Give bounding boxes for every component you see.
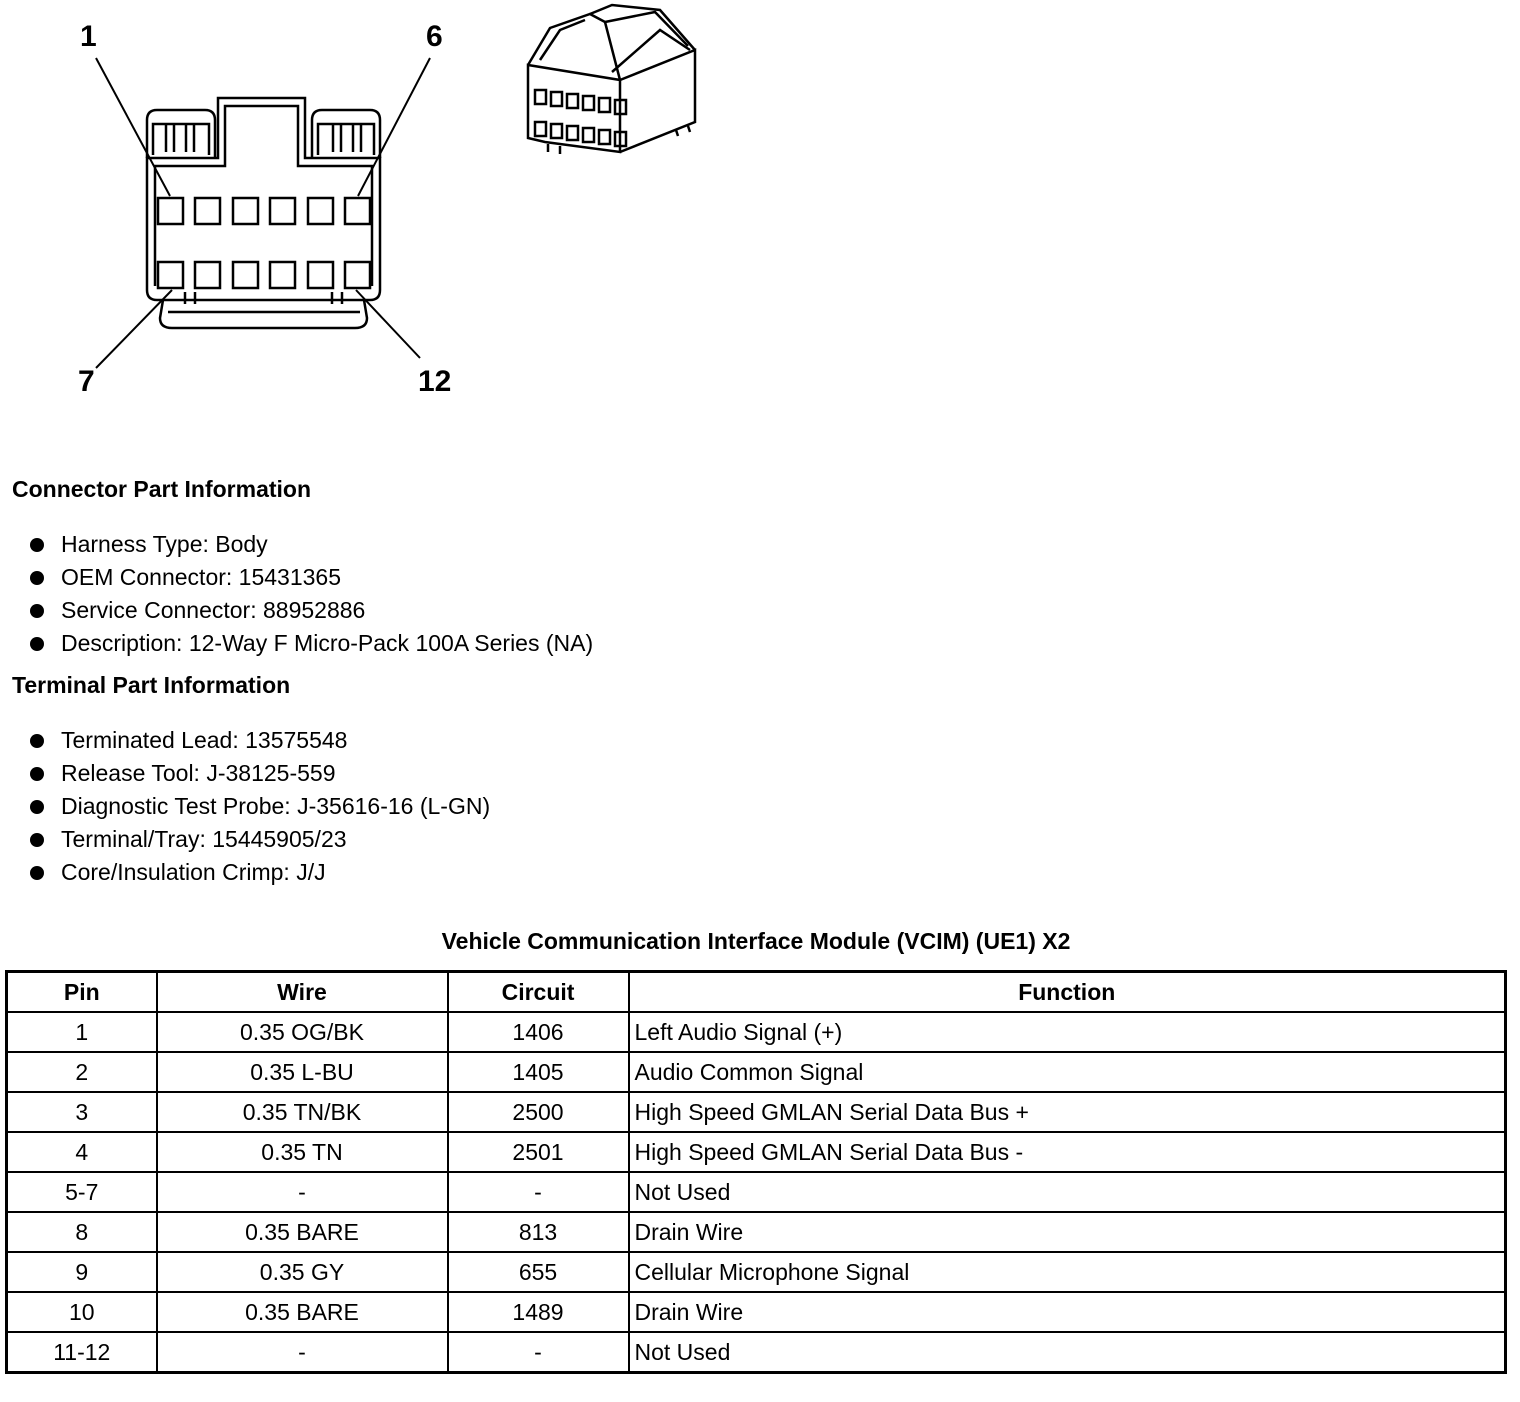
- cell-function: Not Used: [629, 1332, 1506, 1373]
- list-item-text: Core/Insulation Crimp: J/J: [61, 859, 326, 885]
- pin-label-7: 7: [78, 365, 95, 398]
- terminal-part-info-heading: Terminal Part Information: [12, 672, 291, 698]
- table-row: [7, 1332, 1506, 1373]
- list-item: [30, 823, 490, 856]
- bullet-icon: [30, 637, 44, 651]
- cell-wire: -: [157, 1172, 448, 1212]
- cell-wire: 0.35 TN: [157, 1132, 448, 1172]
- list-item-text: Description: 12-Way F Micro-Pack 100A Series (NA): [61, 630, 594, 656]
- column-header-wire: Wire: [157, 972, 448, 1013]
- cell-circuit: -: [448, 1332, 629, 1373]
- bullet-icon: [30, 767, 44, 781]
- bullet-icon: [30, 571, 44, 585]
- column-header-circuit: Circuit: [448, 972, 629, 1013]
- cell-function: Audio Common Signal: [629, 1052, 1506, 1092]
- column-header-function: Function: [629, 972, 1506, 1013]
- list-item: [30, 856, 490, 889]
- table-row: [7, 1132, 1506, 1172]
- bullet-icon: [30, 538, 44, 552]
- list-item: [30, 757, 490, 790]
- table-row: [7, 1092, 1506, 1132]
- list-item-text: Harness Type: Body: [61, 531, 268, 557]
- cell-circuit: 1489: [448, 1292, 629, 1332]
- cell-pin: 2: [7, 1052, 157, 1092]
- cell-circuit: 1405: [448, 1052, 629, 1092]
- list-item-text: Release Tool: J-38125-559: [61, 760, 336, 786]
- connector-part-info-list: [30, 528, 593, 660]
- bullet-icon: [30, 734, 44, 748]
- list-item: [30, 724, 490, 757]
- table-header-row: [7, 972, 1506, 1013]
- pin-label-12: 12: [418, 365, 452, 398]
- connector-diagram: [0, 0, 760, 440]
- table-row: [7, 1292, 1506, 1332]
- table-row: [7, 1052, 1506, 1092]
- cell-pin: 5-7: [7, 1172, 157, 1212]
- list-item-text: OEM Connector: 15431365: [61, 564, 342, 590]
- table-title: Vehicle Communication Interface Module (VCIM) (UE1) X2: [441, 928, 1071, 954]
- cell-circuit: 2500: [448, 1092, 629, 1132]
- cell-circuit: 655: [448, 1252, 629, 1292]
- cell-pin: 4: [7, 1132, 157, 1172]
- list-item: [30, 627, 593, 660]
- cell-wire: 0.35 L-BU: [157, 1052, 448, 1092]
- cell-wire: 0.35 TN/BK: [157, 1092, 448, 1132]
- list-item: [30, 594, 593, 627]
- cell-function: High Speed GMLAN Serial Data Bus -: [629, 1132, 1506, 1172]
- table-row: [7, 1172, 1506, 1212]
- list-item: [30, 528, 593, 561]
- cell-pin: 10: [7, 1292, 157, 1332]
- list-item-text: Terminated Lead: 13575548: [61, 727, 348, 753]
- cell-pin: 1: [7, 1012, 157, 1052]
- list-item-text: Service Connector: 88952886: [61, 597, 366, 623]
- list-item-text: Diagnostic Test Probe: J-35616-16 (L-GN): [61, 793, 491, 819]
- cell-circuit: 1406: [448, 1012, 629, 1052]
- cell-pin: 9: [7, 1252, 157, 1292]
- column-header-pin: Pin: [7, 972, 157, 1013]
- cell-wire: 0.35 OG/BK: [157, 1012, 448, 1052]
- cell-pin: 11-12: [7, 1332, 157, 1373]
- pin-label-6: 6: [426, 20, 443, 53]
- terminal-part-info-list: [30, 724, 490, 889]
- cell-wire: 0.35 BARE: [157, 1292, 448, 1332]
- cell-function: Drain Wire: [629, 1212, 1506, 1252]
- cell-wire: -: [157, 1332, 448, 1373]
- cell-circuit: 813: [448, 1212, 629, 1252]
- connector-isometric-view: [528, 5, 695, 154]
- list-item: [30, 790, 490, 823]
- cell-function: Cellular Microphone Signal: [629, 1252, 1506, 1292]
- connector-part-info-heading: Connector Part Information: [12, 476, 312, 502]
- bullet-icon: [30, 604, 44, 618]
- pin-label-1: 1: [80, 20, 97, 53]
- cell-pin: 3: [7, 1092, 157, 1132]
- bullet-icon: [30, 800, 44, 814]
- bullet-icon: [30, 833, 44, 847]
- list-item: [30, 561, 593, 594]
- cell-function: Left Audio Signal (+): [629, 1012, 1506, 1052]
- cell-wire: 0.35 GY: [157, 1252, 448, 1292]
- table-row: [7, 1252, 1506, 1292]
- cell-circuit: -: [448, 1172, 629, 1212]
- cell-circuit: 2501: [448, 1132, 629, 1172]
- cell-wire: 0.35 BARE: [157, 1212, 448, 1252]
- cell-function: Not Used: [629, 1172, 1506, 1212]
- table-row: [7, 1212, 1506, 1252]
- bullet-icon: [30, 866, 44, 880]
- pin-cavities: [158, 198, 370, 288]
- cell-function: Drain Wire: [629, 1292, 1506, 1332]
- pinout-table: [5, 970, 1507, 1374]
- cell-function: High Speed GMLAN Serial Data Bus +: [629, 1092, 1506, 1132]
- list-item-text: Terminal/Tray: 15445905/23: [61, 826, 347, 852]
- cell-pin: 8: [7, 1212, 157, 1252]
- table-row: [7, 1012, 1506, 1052]
